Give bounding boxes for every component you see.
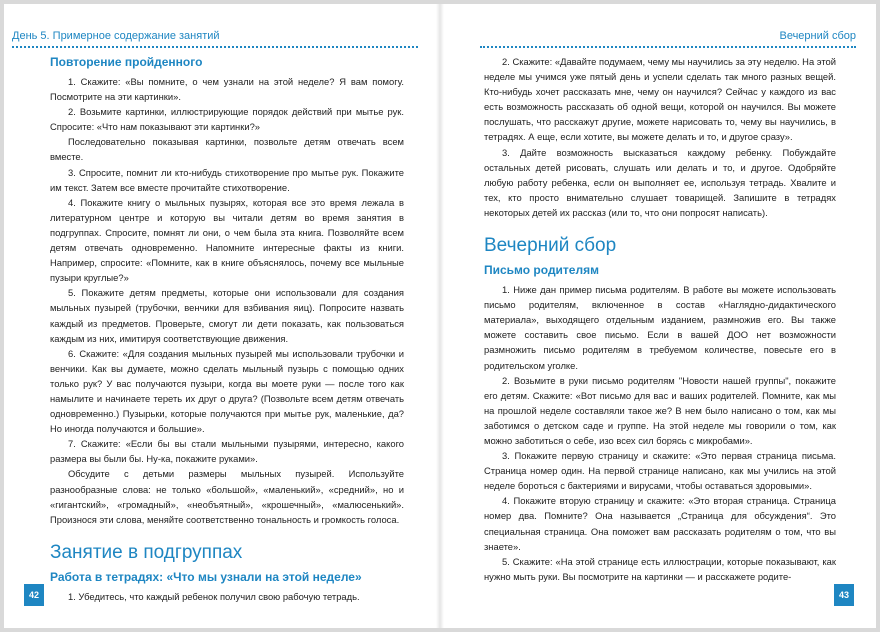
paragraph: 2. Возьмите в руки письмо родителям "Новости нашей группы", покажите его детям. Скажите: «Вот письмо для вас и ваших родителей. Помните, как мы на прошлой неделе составляли такое же? В нем было написано о том, как мы заботимся о детском саде и группе. На этой неделе мы говорили о том, как можно заботиться о себе, изо всех сил борясь с микробами». <box>484 374 836 446</box>
paragraph: 3. Спросите, помнит ли кто-нибудь стихотворение про мытье рук. Покажите им текст. Затем все вместе прочитайте стихотворение. <box>50 166 404 193</box>
page-number-left: 42 <box>24 584 44 606</box>
header-rule-left <box>12 46 418 48</box>
right-page <box>440 4 876 628</box>
paragraph: Обсудите с детьми размеры мыльных пузырей. Используйте разнообразные слова: не только «большой», «маленький», «средний», но и «гигантский», «громадный», «необъятный», «крошечный», «малюсенький». Произнося эти слова, меняйте соответственно тональность и громкость голоса. <box>50 468 404 525</box>
paragraph: 5. Покажите детям предметы, которые они использовали для создания мыльных пузырей (трубочки, венчики для взбивания яиц). Попросите назвать каждый из предметов. Проверьте, смогут ли дети показать, как пользоваться каждым из них, имитируя соответствующие движения. <box>50 287 404 344</box>
left-page <box>4 4 440 628</box>
section-heading-subgroups: Занятие в подгруппах <box>50 541 243 563</box>
left-page-content <box>50 54 404 604</box>
paragraph: 1. Ниже дан пример письма родителям. В работе вы можете использовать письмо родителям, включенное в состав «Наглядно-дидактического материала», выходящего отдельным изданием, размножив его. Вы также можете составить свое письмо. Если в вашей ДОО нет возможности размножить письмо родителям в требуемом количестве, повесьте его в родительском уголке. <box>484 284 836 371</box>
paragraph: 2. Скажите: «Давайте подумаем, чему мы научились за эту неделю. На этой неделе мы учимся уже пятый день и успели сделать так много разных вещей. Кто-нибудь хочет рассказать мне, чему он научился? Сейчас у каждого из вас есть возможность рассказать об одной вещи, которой он научился. Вы можете послушать, что расскажут другие, можете нарисовать то, чему вы научились, в тетрадях. А еще, если хотите, вы можете делать и то, и другое сразу». <box>484 56 836 143</box>
header-rule-right <box>480 46 856 48</box>
subheading-notebook-work: Работа в тетрадях: «Что мы узнали на этой неделе» <box>50 569 362 584</box>
paragraph: 7. Скажите: «Если бы вы стали мыльными пузырями, интересно, какого размера вы были бы. Ну-ка, покажите руками». <box>50 438 404 465</box>
right-page-content <box>484 54 836 584</box>
subheading-parent-letter: Письмо родителям <box>484 263 599 278</box>
paragraph: 3. Покажите первую страницу и скажите: «Это первая страница письма. Страница номер один. На первой странице написано, как мы учились на этой неделе бороться с бактериями и вирусами, чтобы оставаться здоровыми». <box>484 450 836 492</box>
paragraph: 2. Возьмите картинки, иллюстрирующие порядок действий при мытье рук. Спросите: «Что нам показывают эти картинки?» <box>50 106 404 133</box>
paragraph: 5. Скажите: «На этой странице есть иллюстрации, которые показывают, как нужно мыть руки. Вы посмотрите на картинки — и расскажете родите- <box>484 555 836 582</box>
paragraph: 1. Скажите: «Вы помните, о чем узнали на этой неделе? Я вам помогу. Посмотрите на эти картинки». <box>50 76 404 103</box>
paragraph: 4. Покажите вторую страницу и скажите: «Это вторая страница. Страница номер два. Помните? Она называется „Страница для обсуждения“. Это специальная страница. Она поможет вам рассказать родителям о том, что вы знаете». <box>484 495 836 552</box>
page-number-right: 43 <box>834 584 854 606</box>
running-head-right: Вечерний сбор <box>779 30 856 42</box>
running-head-left: День 5. Примерное содержание занятий <box>12 30 220 42</box>
section-heading-evening: Вечерний сбор <box>484 235 617 257</box>
paragraph: 6. Скажите: «Для создания мыльных пузырей мы использовали трубочки и венчики. Как вы думаете, можно сделать мыльный пузырь с помощью одних только рук? У вас получаются пузыри, когда вы моете руки — после того как намылите и начинаете тереть их друг о друга? (Позвольте всем детям отвечать одновременно.) Пузырьки, которые получаются при мытье рук, маленькие, да? Но иногда получаются и большие». <box>50 347 404 435</box>
paragraph: 1. Убедитесь, что каждый ребенок получил свою рабочую тетрадь. <box>68 590 360 602</box>
paragraph: 3. Дайте возможность высказаться каждому ребенку. Побуждайте остальных детей рисовать, слушать или делать и то, и другое. Одобряйте любую работу ребенка, если он выполняет ее, используя тетрадь. Хвалите и тех, кто просто внимательно слушает товарищей. Запишите в тетрадях некоторых детей их рассказ (или то, что они попросят написать). <box>484 146 836 218</box>
section-heading-review: Повторение пройденного <box>50 55 203 69</box>
paragraph: Последовательно показывая картинки, позвольте детям отвечать всем вместе. <box>50 136 404 163</box>
paragraph: 4. Покажите книгу о мыльных пузырях, которая все это время лежала в литературном центре и которую вы читали детям во время занятия в подгруппах. Спросите, помнят ли они, о чем была эта книга. Позволяйте всем детям отвечать одновременно. Напомните интересные факты из книги. Например, спросите: «Помните, как в книге объяснялось, почему все мыльные пузыри круглые?» <box>50 196 404 284</box>
book-spread <box>4 4 876 628</box>
